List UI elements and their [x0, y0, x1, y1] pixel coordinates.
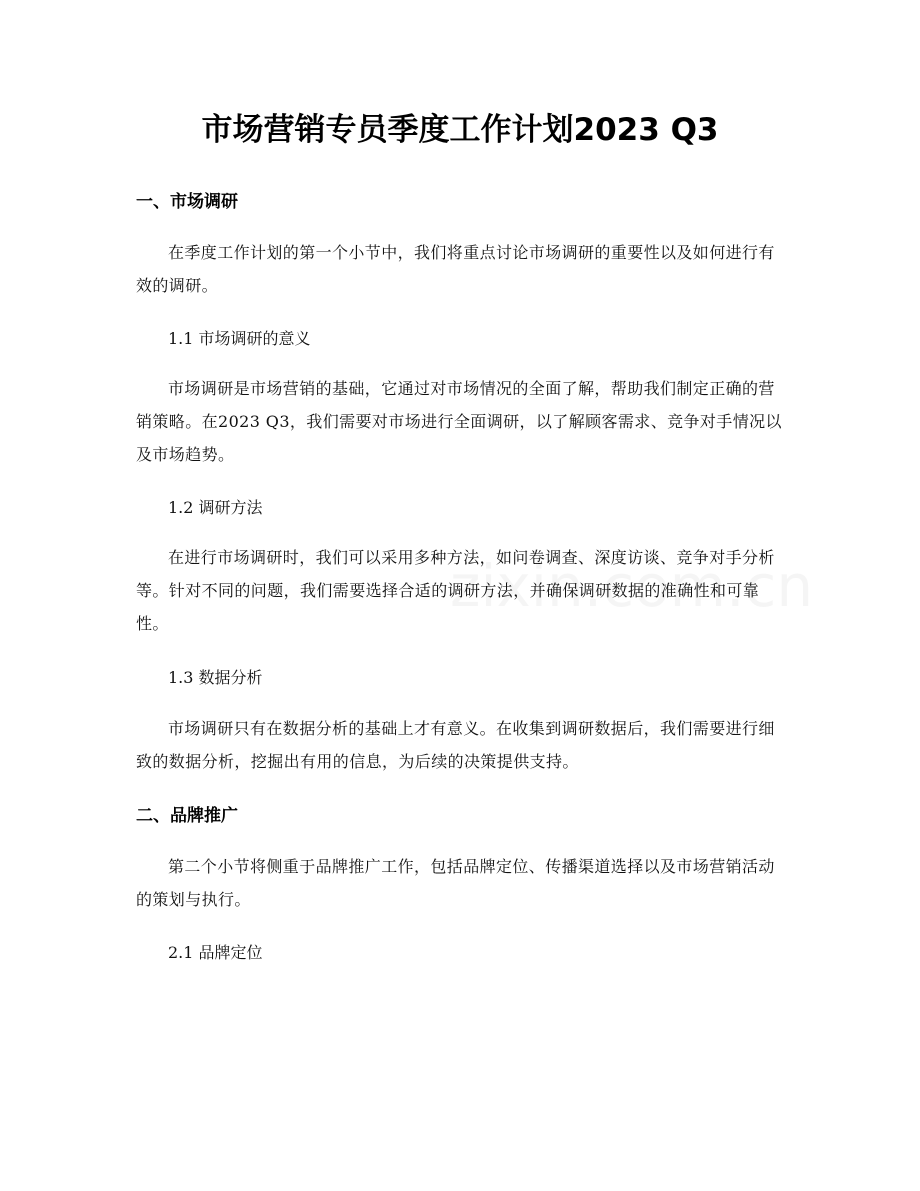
subsection-heading: 1.3 数据分析: [168, 668, 263, 687]
document-title: 市场营销专员季度工作计划2023 Q3: [201, 112, 719, 148]
subsection-body-paragraph: 市场调研是市场营销的基础，它通过对市场情况的全面了解，帮助我们制定正确的营销策略。在2023 Q3，我们需要对市场进行全面调研，以了解顾客需求、竞争对手情况以及市场趋势。: [136, 379, 782, 464]
subsection-body-paragraph: 在进行市场调研时，我们可以采用多种方法，如问卷调查、深度访谈、竞争对手分析等。针对不同的问题，我们需要选择合适的调研方法，并确保调研数据的准确性和可靠性。: [136, 548, 775, 633]
section-intro-paragraph: 第二个小节将侧重于品牌推广工作，包括品牌定位、传播渠道选择以及市场营销活动的策划与执行。: [136, 857, 775, 909]
subsection-body-paragraph: 市场调研只有在数据分析的基础上才有意义。在收集到调研数据后，我们需要进行细致的数据分析，挖掘出有用的信息，为后续的决策提供支持。: [136, 719, 775, 771]
subsection-heading: 1.1 市场调研的意义: [168, 329, 311, 348]
section-heading-market-research: 一、市场调研: [136, 192, 238, 212]
section-heading-brand-promotion: 二、品牌推广: [136, 806, 238, 826]
subsection-heading: 1.2 调研方法: [168, 498, 263, 517]
section-intro-paragraph: 在季度工作计划的第一个小节中，我们将重点讨论市场调研的重要性以及如何进行有效的调研。: [136, 243, 775, 295]
subsection-heading: 2.1 品牌定位: [168, 943, 263, 962]
